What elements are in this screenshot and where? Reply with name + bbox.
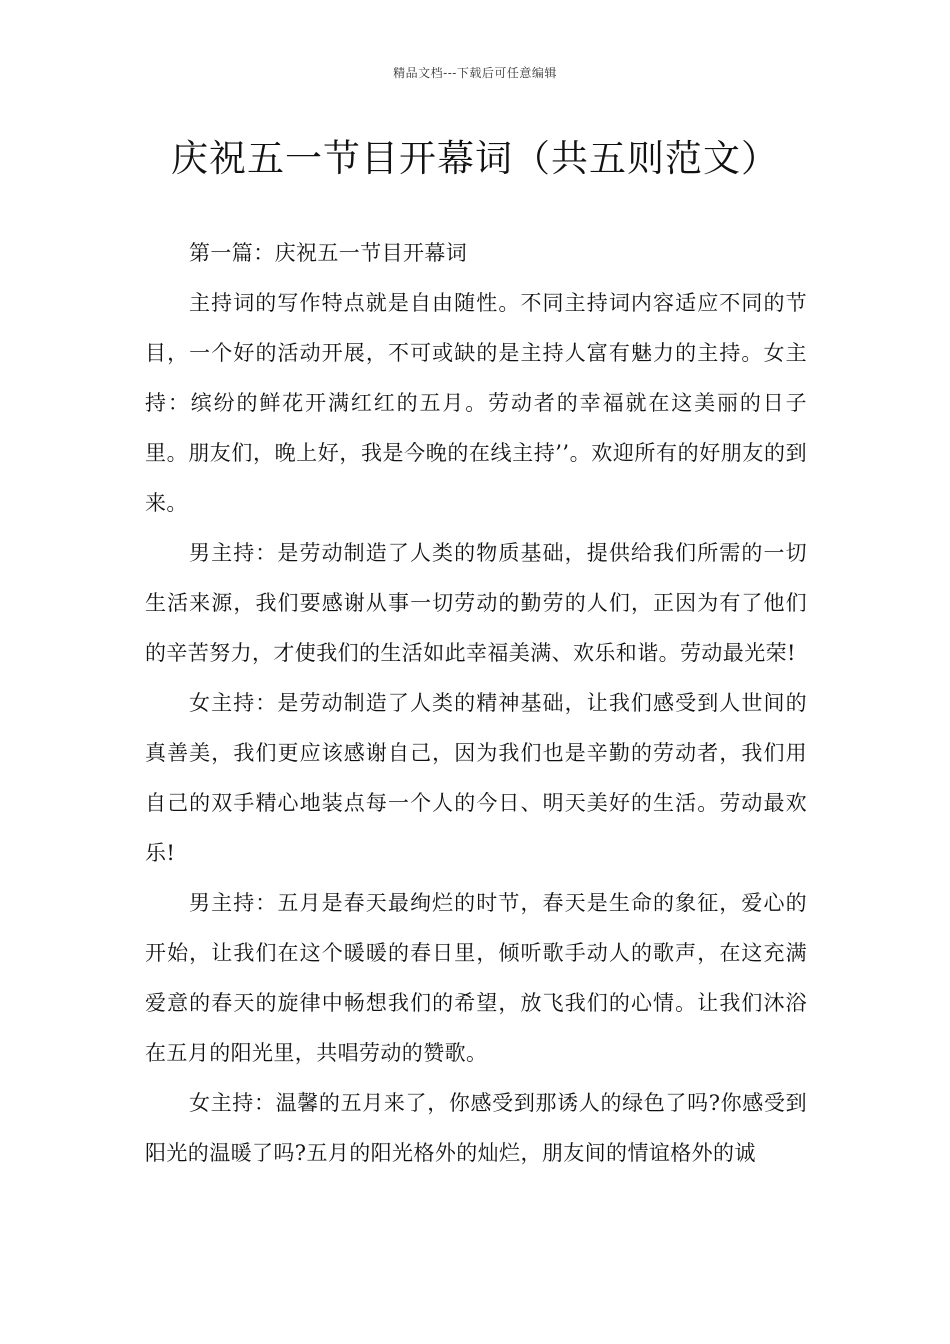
section-heading: 第一篇：庆祝五一节目开幕词 — [189, 241, 468, 265]
document-title: 庆祝五一节目开幕词（共五则范文） — [171, 137, 779, 180]
document-body — [145, 228, 807, 1178]
paragraph: 主持词的写作特点就是自由随性。不同主持词内容适应不同的节目，一个好的活动开展，不可或缺的是主持人富有魅力的主持。女主持：缤纷的鲜花开满红红的五月。劳动者的幸福就在这美丽的日子里。朋友们，晚上好，我是今晚的在线主持’’。欢迎所有的好朋友的到来。 — [145, 291, 807, 515]
paragraph: 女主持：是劳动制造了人类的精神基础，让我们感受到人世间的真善美，我们更应该感谢自己，因为我们也是辛勤的劳动者，我们用自己的双手精心地装点每一个人的今日、明天美好的生活。劳动最欢乐! — [145, 691, 807, 865]
paragraph: 男主持：是劳动制造了人类的物质基础，提供给我们所需的一切生活来源，我们要感谢从事一切劳动的勤劳的人们，正因为有了他们的辛苦努力，才使我们的生活如此幸福美满、欢乐和谐。劳动最光荣! — [145, 541, 807, 665]
paragraph: 男主持：五月是春天最绚烂的时节，春天是生命的象征，爱心的开始，让我们在这个暖暖的春日里，倾听歌手动人的歌声，在这充满爱意的春天的旋律中畅想我们的希望，放飞我们的心情。让我们沐浴在五月的阳光里，共唱劳动的赞歌。 — [145, 891, 807, 1065]
paragraph: 女主持：温馨的五月来了，你感受到那诱人的绿色了吗?你感受到阳光的温暖了吗?五月的阳光格外的灿烂，朋友间的情谊格外的诚 — [145, 1091, 807, 1165]
page-header: 精品文档---下载后可任意编辑 — [393, 66, 557, 80]
